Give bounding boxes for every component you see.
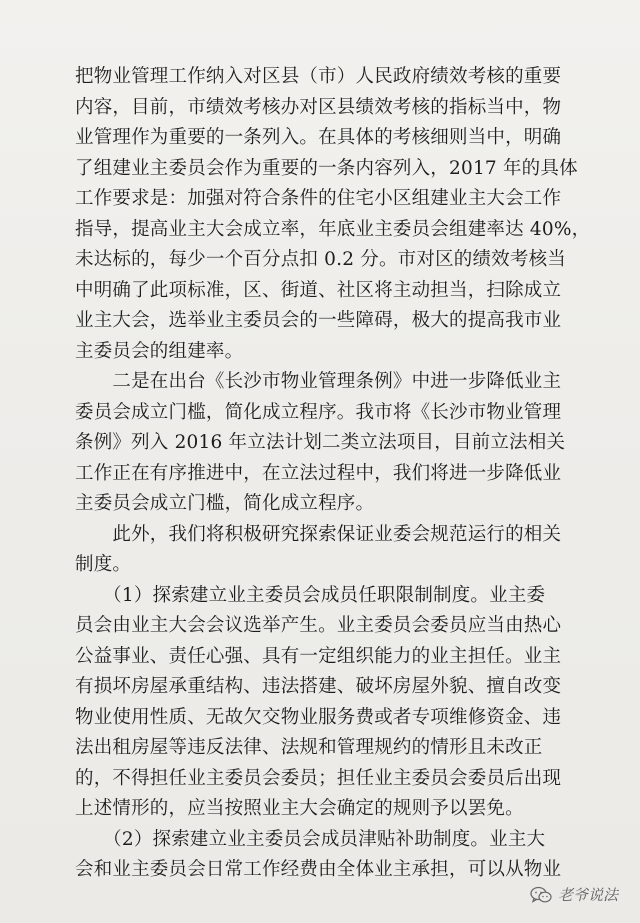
text-line: 会和业主委员会日常工作经费由全体业主承担，可以从物业 xyxy=(75,859,562,880)
text-line: （1）探索建立业主委员会成员任职限制制度。业主委 xyxy=(75,584,546,606)
watermark-text: 老爷说法 xyxy=(557,886,618,904)
text-line: 公益事业、责任心强、具有一定组织能力的业主担任。业主 xyxy=(75,645,562,667)
text-line: 上述情形的，应当按照业主大会确定的规则予以罢免。 xyxy=(75,798,524,819)
document-body xyxy=(75,62,591,886)
text-line: 未达标的，每少一个百分点扣 0.2 分。市对区的绩效考核当 xyxy=(75,249,566,270)
text-line: 中明确了此项标准，区、街道、社区将主动担当，扫除成立 xyxy=(75,279,562,301)
text-line: 了组建业主委员会作为重要的一条内容列入，2017 年的具体 xyxy=(75,157,578,179)
text-line: 员会由业主大会会议选举产生。业主委员会委员应当由热心 xyxy=(75,615,562,636)
text-line: 条例》列入 2016 年立法计划二类立法项目，目前立法相关 xyxy=(75,432,566,453)
text-line: 主委员会成立门槛，简化成立程序。 xyxy=(75,493,375,514)
text-line: 二是在出台《长沙市物业管理条例》中进一步降低业主 xyxy=(75,371,562,392)
watermark xyxy=(530,884,618,905)
wechat-icon xyxy=(530,886,552,904)
text-line: 工作要求是：加强对符合条件的住宅小区组建业主大会工作 xyxy=(75,188,562,209)
text-line: 主委员会的组建率。 xyxy=(75,340,244,362)
text-line: 制度。 xyxy=(75,554,132,575)
text-line: 指导，提高业主大会成立率，年底业主委员会组建率达 40%， xyxy=(75,218,591,240)
text-line: （2）探索建立业主委员会成员津贴补助制度。业主大 xyxy=(75,828,546,850)
text-line: 业主大会，选举业主委员会的一些障碍，极大的提高我市业 xyxy=(75,310,562,331)
text-line: 此外，我们将积极研究探索保证业委会规范运行的相关 xyxy=(75,523,562,545)
text-line: 工作正在有序推进中，在立法过程中，我们将进一步降低业 xyxy=(75,462,562,484)
text-line: 有损坏房屋承重结构、违法搭建、破坏房屋外貌、擅自改变 xyxy=(75,676,562,697)
text-line: 的，不得担任业主委员会委员；担任业主委员会委员后出现 xyxy=(75,767,562,789)
text-line: 物业使用性质、无故欠交物业服务费或者专项维修资金、违 xyxy=(75,706,562,728)
text-line: 内容，目前，市绩效考核办对区县绩效考核的指标当中，物 xyxy=(75,96,562,118)
text-line: 业管理作为重要的一条列入。在具体的考核细则当中，明确 xyxy=(75,127,562,148)
text-line: 法出租房屋等违反法律、法规和管理规约的情形且未改正 xyxy=(75,737,543,758)
text-line: 委员会成立门槛，简化成立程序。我市将《长沙市物业管理 xyxy=(75,401,562,423)
text-line: 把物业管理工作纳入对区县（市）人民政府绩效考核的重要 xyxy=(75,66,562,87)
